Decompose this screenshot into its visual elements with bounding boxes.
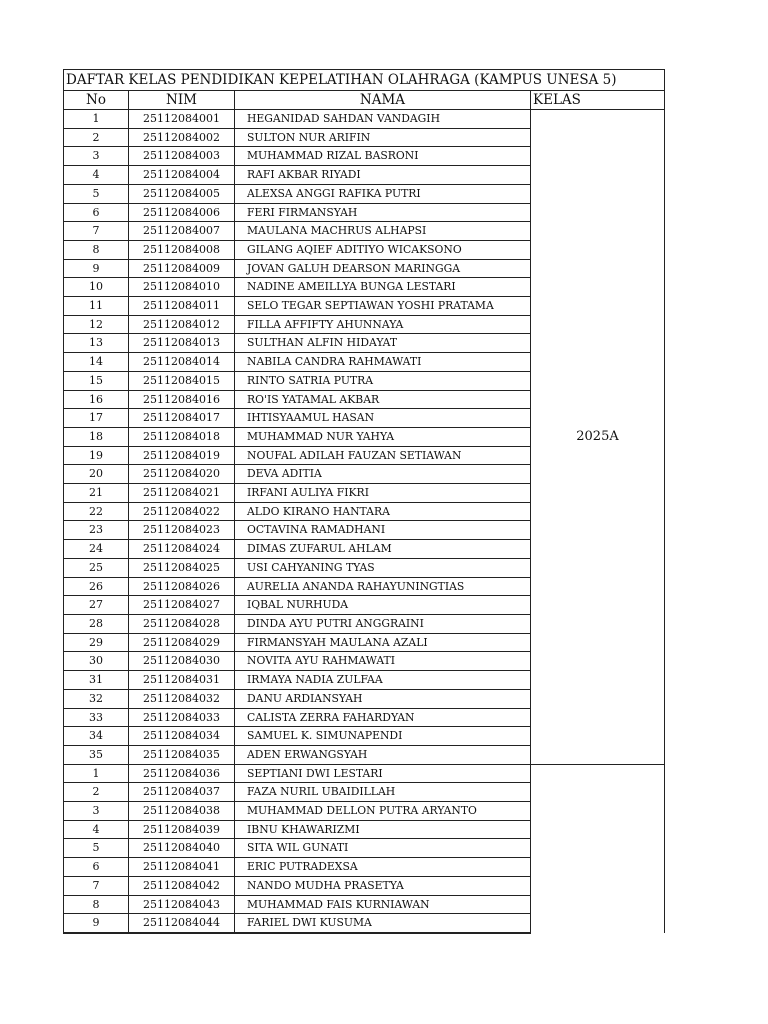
row-no-cell: 6	[64, 858, 129, 877]
row-nim-cell: 25112084031	[129, 671, 235, 690]
row-no-cell: 25	[64, 558, 129, 577]
row-nim-cell: 25112084038	[129, 802, 235, 821]
row-nim-cell: 25112084015	[129, 371, 235, 390]
row-nama-cell: FAZA NURIL UBAIDILLAH	[235, 783, 531, 802]
row-nama-cell: IQBAL NURHUDA	[235, 596, 531, 615]
row-nim-cell: 25112084034	[129, 727, 235, 746]
row-no-cell: 24	[64, 540, 129, 559]
row-nama-cell: NADINE AMEILLYA BUNGA LESTARI	[235, 278, 531, 297]
table-row	[64, 110, 665, 129]
row-nim-cell: 25112084042	[129, 876, 235, 895]
row-nim-cell: 25112084009	[129, 259, 235, 278]
row-nim-cell: 25112084024	[129, 540, 235, 559]
row-no-cell: 10	[64, 278, 129, 297]
row-no-cell: 4	[64, 166, 129, 185]
row-no-cell: 28	[64, 614, 129, 633]
header-nama: NAMA	[235, 91, 531, 110]
row-nim-cell: 25112084028	[129, 614, 235, 633]
row-nim-cell: 25112084027	[129, 596, 235, 615]
row-nim-cell: 25112084021	[129, 484, 235, 503]
row-no-cell: 12	[64, 315, 129, 334]
title-row	[64, 70, 665, 91]
row-no-cell: 9	[64, 259, 129, 278]
row-no-cell: 4	[64, 820, 129, 839]
row-nama-cell: MAULANA MACHRUS ALHAPSI	[235, 222, 531, 241]
row-nim-cell: 25112084016	[129, 390, 235, 409]
row-nama-cell: SULTON NUR ARIFIN	[235, 128, 531, 147]
header-nim: NIM	[129, 91, 235, 110]
row-nama-cell: OCTAVINA RAMADHANI	[235, 521, 531, 540]
row-no-cell: 7	[64, 876, 129, 895]
header-kelas: KELAS	[531, 91, 665, 110]
row-no-cell: 8	[64, 240, 129, 259]
row-no-cell: 1	[64, 764, 129, 783]
row-no-cell: 26	[64, 577, 129, 596]
row-no-cell: 33	[64, 708, 129, 727]
row-no-cell: 17	[64, 409, 129, 428]
kelas-cell: 2025A	[531, 110, 665, 765]
row-no-cell: 3	[64, 147, 129, 166]
header-no: No	[64, 91, 129, 110]
row-no-cell: 23	[64, 521, 129, 540]
row-nama-cell: RAFI AKBAR RIYADI	[235, 166, 531, 185]
row-nama-cell: NOVITA AYU RAHMAWATI	[235, 652, 531, 671]
row-nama-cell: ALEXSA ANGGI RAFIKA PUTRI	[235, 184, 531, 203]
row-nim-cell: 25112084011	[129, 297, 235, 316]
row-nama-cell: USI CAHYANING TYAS	[235, 558, 531, 577]
row-nama-cell: NANDO MUDHA PRASETYA	[235, 876, 531, 895]
row-nim-cell: 25112084033	[129, 708, 235, 727]
row-no-cell: 18	[64, 427, 129, 446]
row-nim-cell: 25112084001	[129, 110, 235, 129]
table-row	[64, 764, 665, 783]
row-nim-cell: 25112084019	[129, 446, 235, 465]
row-no-cell: 1	[64, 110, 129, 129]
row-no-cell: 5	[64, 184, 129, 203]
class-list-table	[63, 69, 665, 934]
row-nama-cell: DINDA AYU PUTRI ANGGRAINI	[235, 614, 531, 633]
row-nama-cell: IBNU KHAWARIZMI	[235, 820, 531, 839]
row-nama-cell: ADEN ERWANGSYAH	[235, 745, 531, 764]
sheet-title: DAFTAR KELAS PENDIDIKAN KEPELATIHAN OLAHRAGA (KAMPUS UNESA 5)	[64, 70, 665, 91]
row-nama-cell: DIMAS ZUFARUL AHLAM	[235, 540, 531, 559]
row-nama-cell: RO'IS YATAMAL AKBAR	[235, 390, 531, 409]
row-nama-cell: SELO TEGAR SEPTIAWAN YOSHI PRATAMA	[235, 297, 531, 316]
row-nim-cell: 25112084020	[129, 465, 235, 484]
row-nama-cell: SAMUEL K. SIMUNAPENDI	[235, 727, 531, 746]
row-nim-cell: 25112084026	[129, 577, 235, 596]
row-no-cell: 21	[64, 484, 129, 503]
row-nim-cell: 25112084017	[129, 409, 235, 428]
row-nama-cell: GILANG AQIEF ADITIYO WICAKSONO	[235, 240, 531, 259]
row-nim-cell: 25112084044	[129, 914, 235, 933]
row-nama-cell: IRFANI AULIYA FIKRI	[235, 484, 531, 503]
row-no-cell: 31	[64, 671, 129, 690]
row-no-cell: 29	[64, 633, 129, 652]
row-nama-cell: SEPTIANI DWI LESTARI	[235, 764, 531, 783]
row-no-cell: 8	[64, 895, 129, 914]
row-no-cell: 9	[64, 914, 129, 933]
row-no-cell: 32	[64, 689, 129, 708]
row-nim-cell: 25112084010	[129, 278, 235, 297]
row-nama-cell: FERI FIRMANSYAH	[235, 203, 531, 222]
row-nim-cell: 25112084037	[129, 783, 235, 802]
row-nama-cell: FILLA AFFIFTY AHUNNAYA	[235, 315, 531, 334]
row-nama-cell: AURELIA ANANDA RAHAYUNINGTIAS	[235, 577, 531, 596]
row-nim-cell: 25112084025	[129, 558, 235, 577]
row-nama-cell: FIRMANSYAH MAULANA AZALI	[235, 633, 531, 652]
row-nim-cell: 25112084029	[129, 633, 235, 652]
row-nama-cell: DANU ARDIANSYAH	[235, 689, 531, 708]
row-no-cell: 20	[64, 465, 129, 484]
kelas-cell	[531, 764, 665, 933]
row-nim-cell: 25112084043	[129, 895, 235, 914]
row-nim-cell: 25112084032	[129, 689, 235, 708]
row-nim-cell: 25112084002	[129, 128, 235, 147]
row-nama-cell: IHTISYAAMUL HASAN	[235, 409, 531, 428]
row-nim-cell: 25112084018	[129, 427, 235, 446]
row-nim-cell: 25112084007	[129, 222, 235, 241]
row-nim-cell: 25112084035	[129, 745, 235, 764]
row-nama-cell: NABILA CANDRA RAHMAWATI	[235, 353, 531, 372]
row-nama-cell: FARIEL DWI KUSUMA	[235, 914, 531, 933]
row-nim-cell: 25112084004	[129, 166, 235, 185]
row-no-cell: 16	[64, 390, 129, 409]
row-nama-cell: RINTO SATRIA PUTRA	[235, 371, 531, 390]
row-no-cell: 5	[64, 839, 129, 858]
row-nama-cell: ERIC PUTRADEXSA	[235, 858, 531, 877]
row-nama-cell: MUHAMMAD FAIS KURNIAWAN	[235, 895, 531, 914]
row-no-cell: 34	[64, 727, 129, 746]
row-nama-cell: IRMAYA NADIA ZULFAA	[235, 671, 531, 690]
row-no-cell: 2	[64, 783, 129, 802]
row-no-cell: 6	[64, 203, 129, 222]
row-no-cell: 7	[64, 222, 129, 241]
row-nim-cell: 25112084030	[129, 652, 235, 671]
row-nim-cell: 25112084006	[129, 203, 235, 222]
row-nama-cell: DEVA ADITIA	[235, 465, 531, 484]
row-nama-cell: CALISTA ZERRA FAHARDYAN	[235, 708, 531, 727]
row-nim-cell: 25112084022	[129, 502, 235, 521]
row-nim-cell: 25112084005	[129, 184, 235, 203]
row-nim-cell: 25112084014	[129, 353, 235, 372]
row-nim-cell: 25112084023	[129, 521, 235, 540]
row-no-cell: 27	[64, 596, 129, 615]
row-no-cell: 15	[64, 371, 129, 390]
row-nim-cell: 25112084040	[129, 839, 235, 858]
row-no-cell: 2	[64, 128, 129, 147]
row-nama-cell: NOUFAL ADILAH FAUZAN SETIAWAN	[235, 446, 531, 465]
row-no-cell: 30	[64, 652, 129, 671]
row-nama-cell: ALDO KIRANO HANTARA	[235, 502, 531, 521]
row-nim-cell: 25112084036	[129, 764, 235, 783]
row-nama-cell: MUHAMMAD RIZAL BASRONI	[235, 147, 531, 166]
row-nama-cell: SULTHAN ALFIN HIDAYAT	[235, 334, 531, 353]
row-nama-cell: HEGANIDAD SAHDAN VANDAGIH	[235, 110, 531, 129]
row-no-cell: 13	[64, 334, 129, 353]
row-nim-cell: 25112084013	[129, 334, 235, 353]
row-nama-cell: MUHAMMAD DELLON PUTRA ARYANTO	[235, 802, 531, 821]
row-nama-cell: MUHAMMAD NUR YAHYA	[235, 427, 531, 446]
class-list-sheet	[63, 69, 665, 934]
row-no-cell: 22	[64, 502, 129, 521]
row-no-cell: 35	[64, 745, 129, 764]
header-row	[64, 91, 665, 110]
row-nim-cell: 25112084012	[129, 315, 235, 334]
row-nama-cell: JOVAN GALUH DEARSON MARINGGA	[235, 259, 531, 278]
row-nim-cell: 25112084039	[129, 820, 235, 839]
row-nim-cell: 25112084041	[129, 858, 235, 877]
row-no-cell: 19	[64, 446, 129, 465]
row-no-cell: 11	[64, 297, 129, 316]
row-no-cell: 14	[64, 353, 129, 372]
row-no-cell: 3	[64, 802, 129, 821]
row-nim-cell: 25112084008	[129, 240, 235, 259]
row-nama-cell: SITA WIL GUNATI	[235, 839, 531, 858]
row-nim-cell: 25112084003	[129, 147, 235, 166]
